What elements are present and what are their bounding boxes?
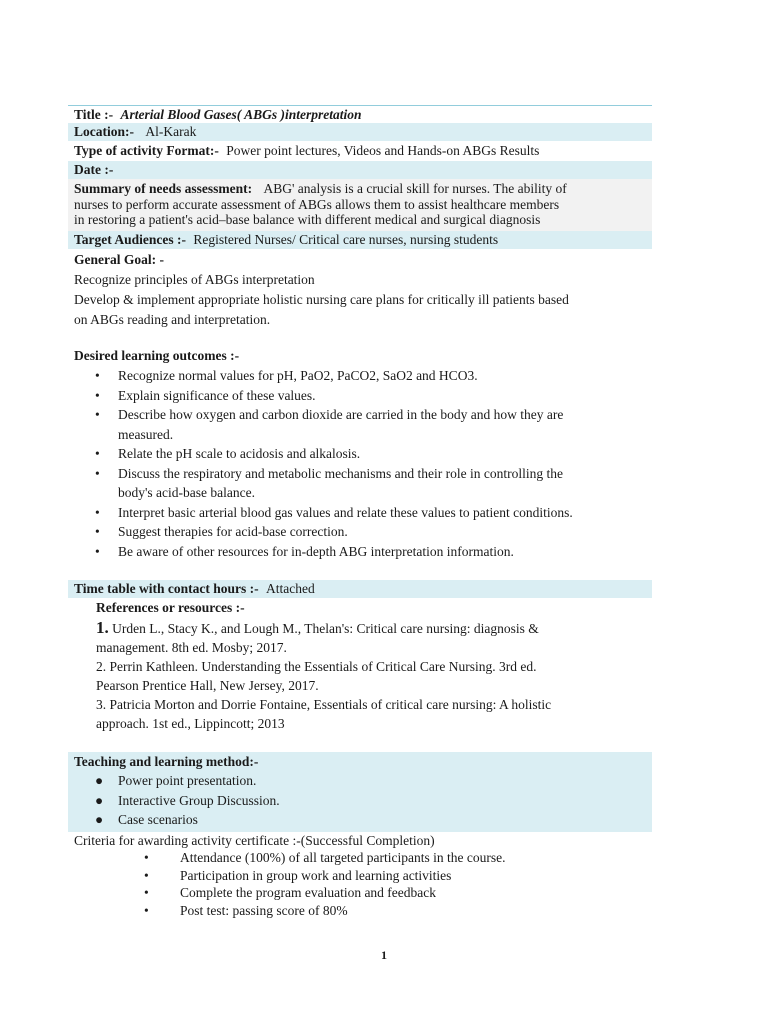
references-section — [68, 598, 652, 733]
summary-line-3: in restoring a patient's acid–base balance with different medical and surgical diagnosis — [74, 212, 541, 227]
bullet-icon: • — [144, 902, 149, 918]
outcomes-list — [68, 366, 652, 561]
outcomes-heading-row — [68, 346, 652, 366]
activity-format-label: Type of activity Format:- — [74, 143, 219, 158]
list-item: • Post test: passing score of 80% — [144, 902, 348, 918]
location-label: Location:- — [74, 124, 134, 139]
bullet-icon: • — [144, 850, 149, 865]
list-item: ● Power point presentation. — [118, 771, 652, 791]
activity-format-value: Power point lectures, Videos and Hands-on ABGs Results — [226, 143, 540, 158]
list-item: • Discuss the respiratory and metabolic mechanisms and their role in controlling the body's acid-base balance. — [95, 465, 564, 500]
general-goal-line: Recognize principles of ABGs interpretation — [74, 272, 315, 287]
date-label: Date :- — [74, 162, 114, 177]
criteria-section — [68, 832, 652, 850]
summary-line-2: nurses to perform accurate assessment of ABGs allows them to assist healthcare members — [74, 196, 560, 212]
bullet-icon: • — [95, 368, 100, 383]
teaching-label: Teaching and learning method:- — [74, 754, 259, 769]
audience-row — [68, 231, 652, 249]
bullet-icon: • — [95, 465, 100, 481]
general-goal-line: Develop & implement appropriate holistic nursing care plans for critically ill patients based — [74, 292, 569, 307]
title-value: Arterial Blood Gases( ABGs )interpretation — [120, 107, 362, 122]
location-row — [68, 123, 652, 141]
list-item: • Interpret basic arterial blood gas values and relate these values to patient conditions. — [118, 503, 652, 523]
bullet-icon: • — [95, 543, 100, 559]
teaching-list — [68, 771, 652, 830]
title-row — [68, 105, 652, 123]
bullet-icon: ● — [95, 812, 104, 827]
list-item: • Complete the program evaluation and feedback — [144, 885, 437, 900]
bullet-icon: ● — [95, 773, 104, 788]
references-label: References or resources :- — [96, 600, 245, 615]
list-item: • Attendance (100%) of all targeted participants in the course. — [144, 850, 506, 865]
list-item: • Relate the pH scale to acidosis and alkalosis. — [118, 444, 652, 464]
criteria-list — [68, 849, 652, 919]
timetable-label: Time table with contact hours :- — [74, 581, 259, 596]
criteria-label: Criteria for awarding activity certificate :-(Successful Completion) — [74, 832, 435, 848]
title-label: Title :- — [74, 107, 114, 122]
list-item: ● Case scenarios — [118, 810, 652, 830]
general-goal-section — [68, 250, 652, 330]
summary-row — [68, 179, 652, 231]
summary-line-1: ABG' analysis is a crucial skill for nurses. The ability of — [263, 181, 567, 196]
bullet-icon: ● — [95, 792, 104, 808]
bullet-icon: • — [95, 407, 100, 422]
reference-item: 3. Patricia Morton and Dorrie Fontaine, Essentials of critical care nursing: A holistic approach. 1st ed., Lippincott; 2013 — [96, 697, 552, 731]
reference-item: 2. Perrin Kathleen. Understanding the Essentials of Critical Care Nursing. 3rd ed. Pearson Prentice Hall, New Jersey, 2017. — [96, 659, 537, 693]
list-item: • Recognize normal values for pH, PaO2, PaCO2, SaO2 and HCO3. — [118, 366, 652, 386]
bullet-icon: • — [95, 446, 100, 461]
bullet-icon: • — [144, 885, 149, 900]
location-value: Al-Karak — [145, 124, 197, 139]
date-row — [68, 161, 652, 179]
audience-label: Target Audiences :- — [74, 232, 186, 247]
list-item: • Explain significance of these values. — [118, 386, 652, 406]
bullet-icon: • — [144, 867, 149, 883]
list-item: • Describe how oxygen and carbon dioxide are carried in the body and how they are measured. — [95, 407, 564, 442]
bullet-icon: • — [95, 524, 100, 539]
audience-value: Registered Nurses/ Critical care nurses, nursing students — [193, 232, 499, 247]
summary-label: Summary of needs assessment: — [74, 181, 253, 196]
general-goal-line: on ABGs reading and interpretation. — [74, 312, 271, 327]
bullet-icon: • — [95, 387, 100, 403]
reference-item: 1. Urden L., Stacy K., and Lough M., Thelan's: Critical care nursing: diagnosis & management. 8th ed. Mosby; 2017. — [96, 618, 539, 655]
page-number: 1 — [381, 948, 387, 962]
activity-format-row — [68, 142, 652, 160]
teaching-section — [68, 752, 652, 832]
outcomes-label: Desired learning outcomes :- — [74, 348, 240, 363]
list-item: • Participation in group work and learning activities — [144, 867, 452, 883]
list-item: ● Interactive Group Discussion. — [118, 791, 652, 811]
timetable-value: Attached — [266, 581, 315, 596]
bullet-icon: • — [95, 504, 100, 520]
list-item: • Be aware of other resources for in-depth ABG interpretation information. — [118, 542, 652, 562]
activity-form — [68, 105, 652, 919]
general-goal-label: General Goal: - — [74, 252, 164, 267]
timetable-row — [68, 580, 652, 598]
list-item: • Suggest therapies for acid-base correction. — [118, 522, 652, 542]
